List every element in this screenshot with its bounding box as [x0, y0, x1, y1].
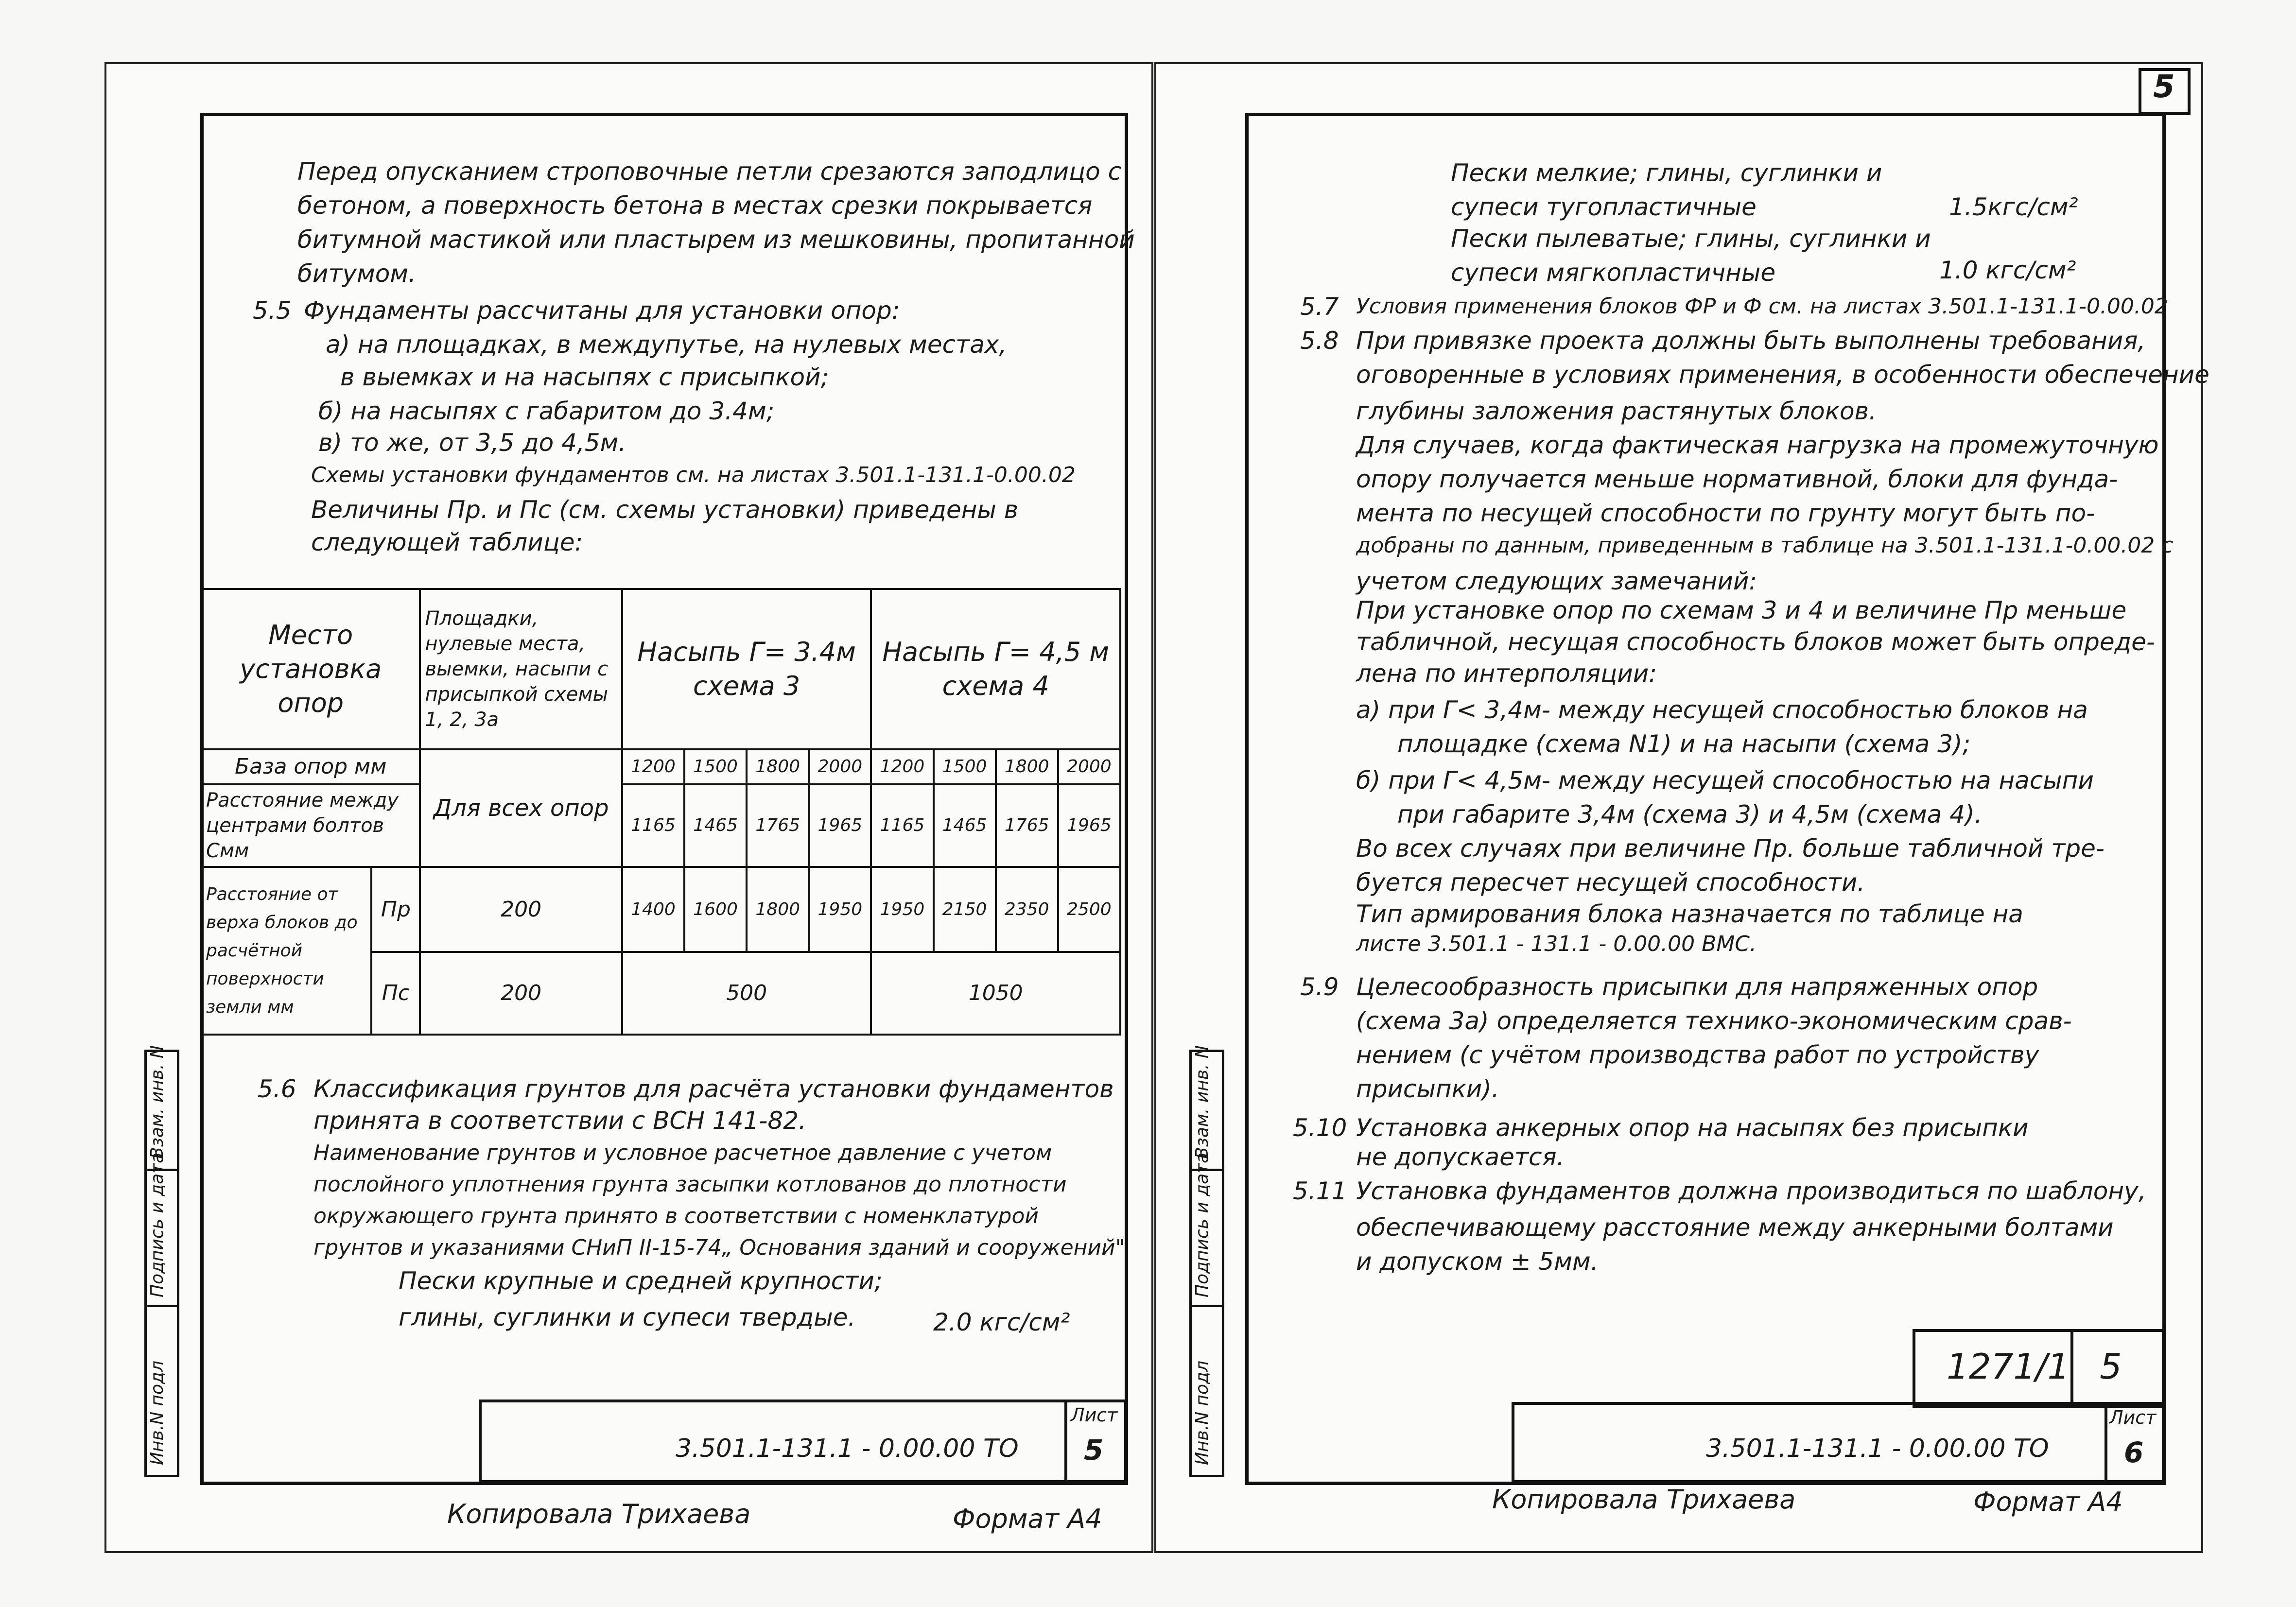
intro-line: битумом. [297, 259, 416, 288]
table-cell: 1165 [871, 784, 933, 867]
section-line: б) на насыпях с габаритом до 3.4м; [318, 397, 775, 425]
section-line: Для случаев, когда фактическая нагрузка на промежуточную [1356, 431, 2159, 459]
copied-by: Копировала Трихаева [447, 1499, 751, 1529]
soil-line: Пески пылеватые; глины, суглинки и [1451, 225, 1931, 253]
table-cell: 1050 [871, 952, 1120, 1035]
label-pc: Пс [371, 952, 420, 1035]
soil-line: Пески мелкие; глины, суглинки и [1451, 159, 1882, 187]
section-line: а) при Г< 3,4м- между несущей способностью блоков на [1356, 696, 2088, 724]
header-sites: Площадки, нулевые места, выемки, насыпи с присыпкой схемы 1, 2, 3а [420, 589, 622, 749]
installation-table [200, 588, 1121, 1036]
section-line: табличной, несущая способность блоков может быть опреде- [1356, 628, 2155, 656]
section-line: Установка анкерных опор на насыпях без присыпки [1356, 1114, 2029, 1142]
section-line: присыпки). [1356, 1075, 1499, 1103]
table-cell: 500 [622, 952, 871, 1035]
header-embankment-4: Насыпь Г= 4,5 м схема 4 [871, 589, 1120, 749]
section-number: 5.11 [1293, 1177, 1347, 1205]
table-cell: 1800 [747, 867, 809, 952]
section-line: глины, суглинки и супеси твердые. [399, 1303, 856, 1331]
section-line: глубины заложения растянутых блоков. [1356, 397, 1877, 425]
table-cell: 200 [420, 867, 622, 952]
copied-by: Копировала Трихаева [1492, 1484, 1796, 1515]
section-line: окружающего грунта принято в соответствии с номенклатурой [313, 1204, 1039, 1228]
section-line: буется пересчет несущей способности. [1356, 868, 1865, 897]
section-line: Пески крупные и средней крупности; [399, 1267, 883, 1295]
table-cell: 2500 [1058, 867, 1120, 952]
table-cell: 1465 [684, 784, 747, 867]
row-label-base: База опор мм [201, 749, 420, 784]
intro-line: Перед опусканием строповочные петли срезаются заподлицо с [297, 157, 1122, 186]
section-line: лена по интерполяции: [1356, 659, 1657, 688]
strip-label: Взам. инв. N [1192, 1045, 1212, 1159]
table-cell: 1765 [996, 784, 1058, 867]
row-label-distance: Расстояние между центрами болтов Смм [201, 784, 420, 867]
section-line: принята в соответствии с ВСН 141-82. [313, 1106, 806, 1135]
table-cell: 1950 [809, 867, 871, 952]
section-line: Фундаменты рассчитаны для установки опор: [304, 296, 900, 325]
strip-label: Инв.N подл [147, 1361, 167, 1465]
table-cell: 1600 [684, 867, 747, 952]
table-cell: 1800 [747, 749, 809, 784]
stamp-code: 3.501.1-131.1 - 0.00.00 ТО [1706, 1434, 2049, 1463]
section-line: мента по несущей способности по грунту могут быть по- [1356, 499, 2095, 527]
section-line: а) на площадках, в междупутье, на нулевых местах, [326, 330, 1007, 359]
section-number: 5.9 [1300, 973, 1339, 1001]
table-cell: 1200 [622, 749, 684, 784]
section-line: Условия применения блоков ФР и Ф см. на листах 3.501.1-131.1-0.00.02 [1356, 294, 2168, 319]
section-line: следующей таблице: [311, 528, 583, 556]
intro-line: бетоном, а поверхность бетона в местах срезки покрывается [297, 191, 1093, 220]
soil-line: супеси мягкопластичные [1451, 259, 1776, 287]
section-line: Тип армирования блока назначается по таблице на [1356, 900, 2023, 928]
table-cell: 1465 [934, 784, 996, 867]
sheet-label: Лист [2109, 1407, 2157, 1428]
section-line: площадке (схема N1) и на насыпи (схема 3); [1397, 730, 1971, 758]
section-line: При привязке проекта должны быть выполнены требования, [1356, 327, 2146, 355]
sheet-number: 5 [1084, 1434, 1104, 1467]
section-line: учетом следующих замечаний: [1356, 567, 1757, 595]
section-line: Классификация грунтов для расчёта установки фундаментов [313, 1075, 1114, 1103]
header-embankment-3: Насыпь Г= 3.4м схема 3 [622, 589, 871, 749]
section-line: послойного уплотнения грунта засыпки котлованов до плотности [313, 1172, 1067, 1197]
label-pr: Пр [371, 867, 420, 952]
section-line: в) то же, от 3,5 до 4,5м. [318, 429, 626, 457]
table-cell: 1400 [622, 867, 684, 952]
section-line: Наименование грунтов и условное расчетное давление с учетом [313, 1140, 1052, 1165]
intro-line: битумной мастикой или пластырем из мешковины, пропитанной [297, 225, 1135, 254]
table-cell: 2150 [934, 867, 996, 952]
table-cell: 1950 [871, 867, 933, 952]
section-line: обеспечивающему расстояние между анкерными болтами [1356, 1213, 2114, 1242]
corner-number: 5 [2153, 69, 2175, 105]
section-line: б) при Г< 4,5м- между несущей способностью на насыпи [1356, 766, 2094, 795]
strip-label: Взам. инв. N [147, 1045, 167, 1159]
section-line: оговоренные в условиях применения, в особенности обеспечение [1356, 361, 2209, 389]
table-cell: 200 [420, 952, 622, 1035]
section-number: 5.7 [1300, 293, 1339, 321]
table-cell: 1965 [809, 784, 871, 867]
strip-label: Подпись и дата [147, 1152, 167, 1297]
section-line: опору получается меньше нормативной, блоки для фунда- [1356, 465, 2118, 493]
section-line: в выемках и на насыпях с присыпкой; [340, 363, 829, 391]
row-label-from-top: Расстояние от верха блоков до расчётной поверхности земли мм [201, 867, 371, 1035]
section-line: Величины Пр. и Пс (см. схемы установки) приведены в [311, 496, 1019, 524]
table-cell: 1500 [934, 749, 996, 784]
cell-all-supports: Для всех опор [420, 749, 622, 867]
table-cell: 2350 [996, 867, 1058, 952]
section-line: не допускается. [1356, 1143, 1565, 1171]
format-label: Формат А4 [953, 1503, 1102, 1534]
header-place: Место установка опор [201, 589, 420, 749]
format-label: Формат А4 [1973, 1486, 2123, 1517]
section-line: добраны по данным, приведенным в таблице на 3.501.1-131.1-0.00.02 с [1356, 533, 2174, 558]
section-number: 5.5 [253, 296, 292, 325]
section-line: Целесообразность присыпки для напряженных опор [1356, 973, 2038, 1001]
section-line: и допуском ± 5мм. [1356, 1247, 1599, 1276]
soil-value: 1.0 кгс/см² [1939, 256, 2076, 284]
drawing-number: 1271/1 [1947, 1346, 2070, 1387]
sheet-number: 6 [2124, 1436, 2144, 1469]
sheet-label: Лист [1071, 1404, 1118, 1426]
section-line: грунтов и указаниями СНиП II-15-74„ Основания зданий и сооружений" [313, 1235, 1125, 1260]
section-line: Установка фундаментов должна производиться по шаблону, [1356, 1177, 2146, 1205]
drawing-page: 5 [2100, 1346, 2122, 1387]
table-cell: 1165 [622, 784, 684, 867]
section-line: нением (с учётом производства работ по устройству [1356, 1041, 2039, 1069]
section-number: 5.10 [1293, 1114, 1347, 1142]
section-line: Схемы установки фундаментов см. на листах 3.501.1-131.1-0.00.02 [311, 463, 1076, 487]
section-line: при габарите 3,4м (схема 3) и 4,5м (схема 4). [1397, 800, 1983, 829]
section-number: 5.6 [258, 1075, 296, 1103]
table-cell: 1500 [684, 749, 747, 784]
stamp-code: 3.501.1-131.1 - 0.00.00 ТО [676, 1434, 1019, 1463]
table-cell: 1765 [747, 784, 809, 867]
soil-line: супеси тугопластичные [1451, 193, 1757, 221]
table-cell: 2000 [809, 749, 871, 784]
section-line: Во всех случаях при величине Пр. больше табличной тре- [1356, 834, 2105, 863]
section-line: (схема 3а) определяется технико-экономическим срав- [1356, 1007, 2072, 1035]
table-cell: 2000 [1058, 749, 1120, 784]
soil-value: 1.5кгс/см² [1949, 193, 2078, 221]
section-line: При установке опор по схемам 3 и 4 и величине Пр меньше [1356, 596, 2127, 624]
strip-label: Подпись и дата [1192, 1152, 1212, 1297]
section-number: 5.8 [1300, 327, 1339, 355]
table-cell: 1800 [996, 749, 1058, 784]
section-line: листе 3.501.1 - 131.1 - 0.00.00 ВМС. [1356, 932, 1757, 956]
table-cell: 1965 [1058, 784, 1120, 867]
pressure-value: 2.0 кгс/см² [933, 1308, 1070, 1336]
table-cell: 1200 [871, 749, 933, 784]
strip-label: Инв.N подл [1192, 1361, 1212, 1465]
